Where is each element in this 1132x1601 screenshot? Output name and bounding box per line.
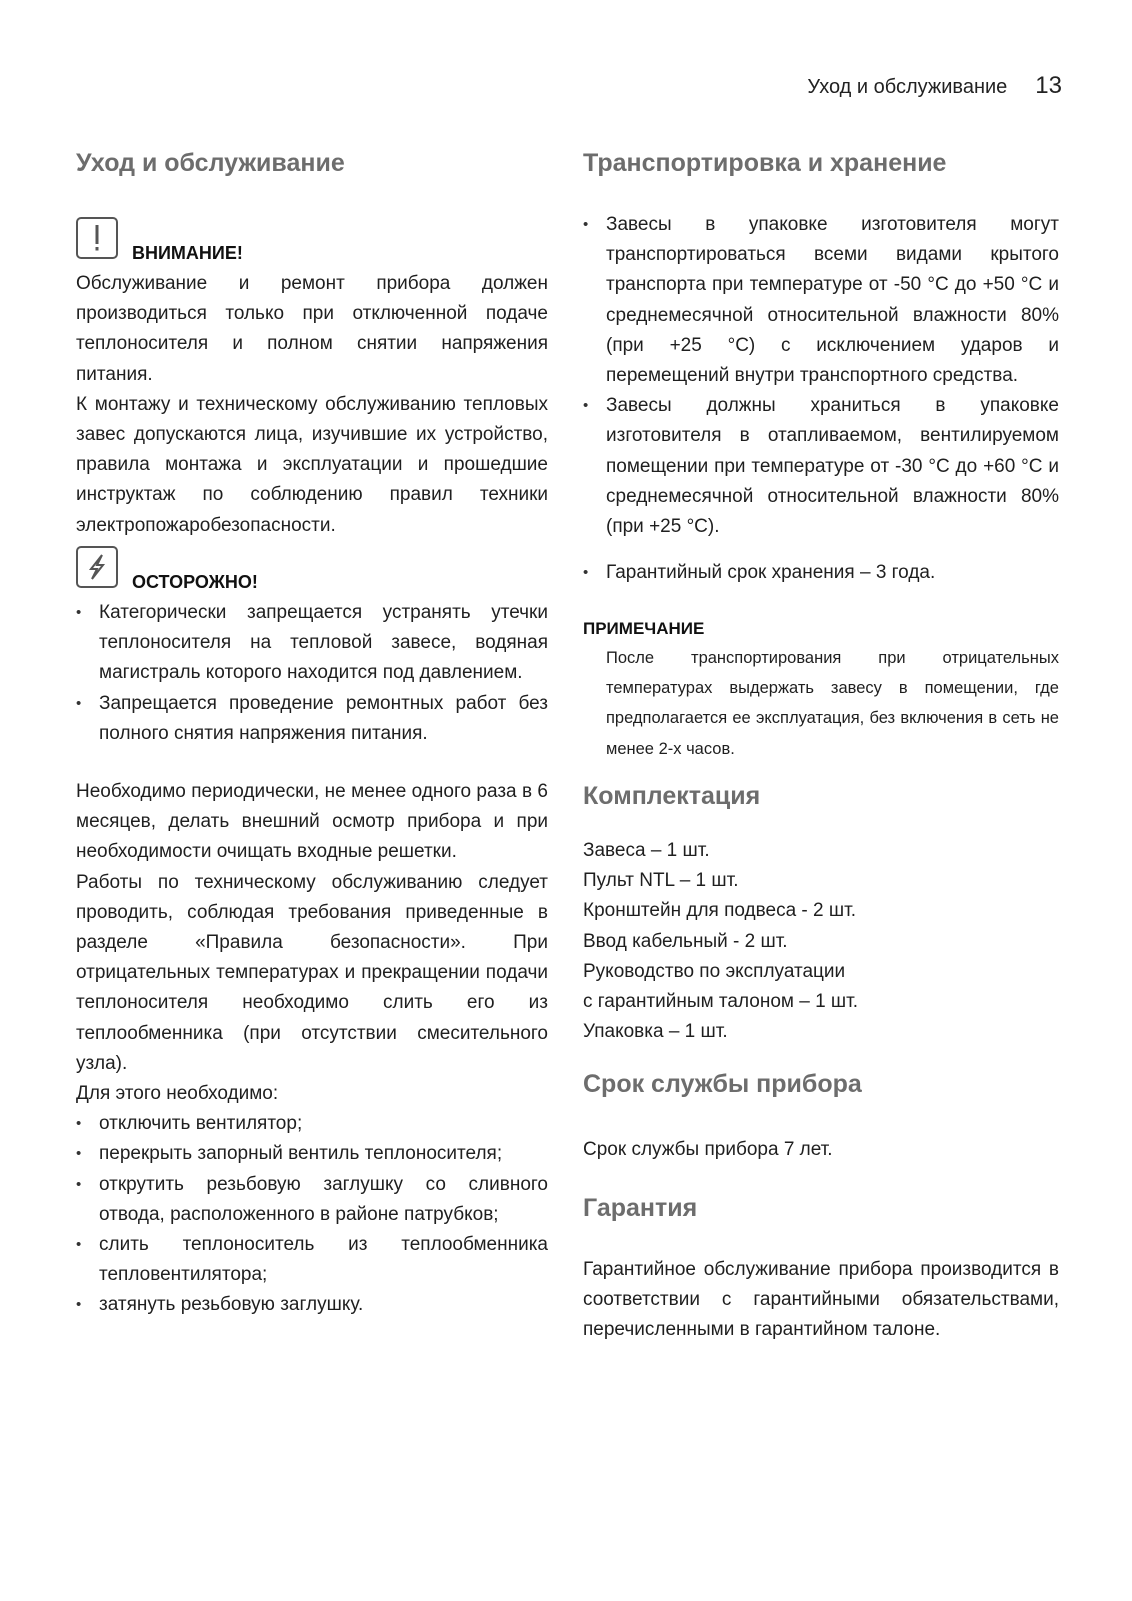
- caution-notice: [76, 546, 258, 592]
- list-item: • отключить вентилятор;: [76, 1109, 548, 1139]
- kit-list: [583, 836, 1059, 1047]
- section-heading-warranty: Гарантия: [583, 1194, 698, 1222]
- section-heading-transport: Транспортировка и хранение: [583, 149, 947, 177]
- running-header-title: Уход и обслуживание: [807, 76, 1008, 98]
- service-life-text: Срок службы прибора 7 лет.: [583, 1139, 833, 1160]
- list-item: Пульт NTL – 1 шт.: [583, 870, 739, 892]
- section-heading-service-life: Срок службы прибора: [583, 1070, 862, 1098]
- warning-notice: [76, 217, 243, 263]
- list-item: • слить теплоноситель из теплообменника тепловентилятора;: [76, 1230, 548, 1290]
- page-number: 13: [1035, 72, 1062, 99]
- caution-label: ОСТОРОЖНО!: [132, 572, 258, 592]
- caution-list: [76, 598, 548, 749]
- transport-list: [583, 210, 1059, 542]
- maintenance-paragraph: Для этого необходимо:: [76, 1083, 279, 1105]
- list-item: • открутить резьбовую заглушку со сливного отвода, расположенного в районе патрубков;: [76, 1170, 548, 1230]
- lightning-icon: [76, 546, 118, 588]
- warning-text-block: [76, 269, 548, 541]
- list-item: Упаковка – 1 шт.: [583, 1021, 728, 1043]
- warning-paragraph: К монтажу и техническому обслуживанию тепловых завес допускаются лица, изучившие их устройство, правила монтажа и эксплуатации и прошедшие инструктаж по соблюдению правил техники электропожаробезопасности.: [76, 393, 548, 536]
- list-item: • затянуть резьбовую заглушку.: [76, 1290, 548, 1320]
- list-item: Кронштейн для подвеса - 2 шт.: [583, 900, 857, 922]
- list-item: • Запрещается проведение ремонтных работ без полного снятия напряжения питания.: [76, 689, 548, 749]
- drain-steps-list: [76, 1109, 548, 1320]
- warranty-text: Гарантийное обслуживание прибора производится в соответствии с гарантийными обязательствами, перечисленными в гарантийном талоне.: [583, 1259, 1059, 1341]
- warning-paragraph: Обслуживание и ремонт прибора должен производиться только при отключенной подаче теплоносителя и полном снятии напряжения питания.: [76, 273, 548, 385]
- list-item: Ввод кабельный - 2 шт.: [583, 930, 788, 952]
- section-heading-kit: Комплектация: [583, 782, 761, 810]
- storage-term-list: [583, 558, 1059, 588]
- note-heading: ПРИМЕЧАНИЕ: [583, 619, 705, 638]
- warning-label: ВНИМАНИЕ!: [132, 243, 243, 263]
- list-item: • перекрыть запорный вентиль теплоносителя;: [76, 1139, 548, 1169]
- exclamation-icon: [76, 217, 118, 259]
- list-item: • Гарантийный срок хранения – 3 года.: [583, 558, 1059, 588]
- running-header: [807, 72, 1062, 100]
- maintenance-block: [76, 777, 548, 1321]
- list-item: • Завесы должны храниться в упаковке изготовителя в отапливаемом, вентилируемом помещении при температуре от -30 °С до +60 °С и среднемесячной относительной влажности 80% (при +25 °С).: [583, 391, 1059, 542]
- maintenance-paragraph: Необходимо периодически, не менее одного раза в 6 месяцев, делать внешний осмотр прибора и при необходимости очищать входные решетки.: [76, 781, 548, 863]
- note-text: После транспортирования при отрицательных температурах выдержать завесу в помещении, где предполагается ее эксплуатация, без включения в сеть не менее 2-х часов.: [606, 649, 1059, 758]
- list-item: Руководство по эксплуатации: [583, 960, 846, 982]
- list-item: с гарантийным талоном – 1 шт.: [583, 991, 859, 1013]
- list-item: Завеса – 1 шт.: [583, 840, 710, 861]
- maintenance-paragraph: Работы по техническому обслуживанию следует проводить, соблюдая требования приведенные в разделе «Правила безопасности». При отрицательных температурах и прекращении подачи теплоносителя необходимо слить его из теплообменника (при отсутствии смесительного узла).: [76, 871, 548, 1074]
- section-heading-care: Уход и обслуживание: [76, 149, 345, 177]
- list-item: • Категорически запрещается устранять утечки теплоносителя на тепловой завесе, водяная магистраль которого находится под давлением.: [76, 598, 548, 689]
- list-item: • Завесы в упаковке изготовителя могут транспортироваться всеми видами крытого транспорта при температуре от -50 °С до +50 °С и среднемесячной относительной влажности 80% (при +25 °С) с исключением ударов и перемещений внутри транспортного средства.: [583, 210, 1059, 391]
